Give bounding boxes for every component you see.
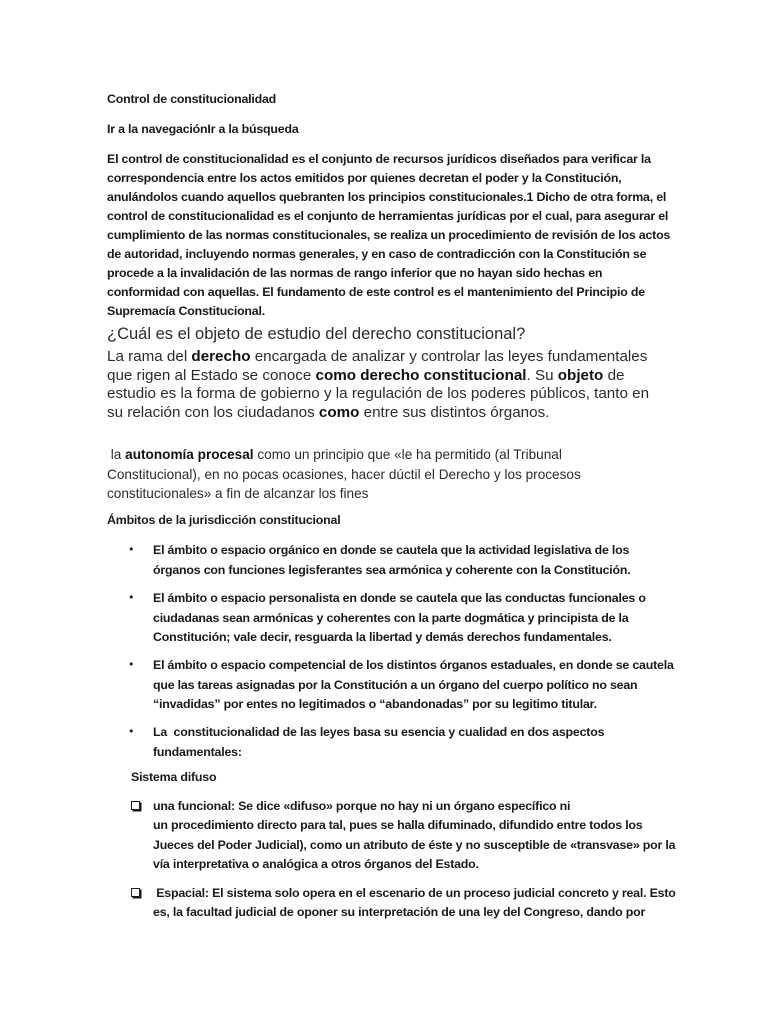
document-title: Control de constitucionalidad [107,92,277,106]
list-item: Espacial: El sistema solo opera en el escenario de un proceso judicial concreto y real. Esto es, la facultad judicial de oponer su interpretación de una ley del Congreso, dando por [153,886,676,920]
subheading-sistema-difuso: Sistema difuso [131,770,217,784]
question-heading: ¿Cuál es el objeto de estudio del derecho constitucional? [107,325,526,343]
highlight-autonomia-procesal: autonomía procesal [125,447,254,462]
autonomy-line: constitucionales» a fin de alcanzar los fines [107,486,369,501]
checkbox-square-icon [131,888,140,897]
section-heading: Ámbitos de la jurisdicción constitucional [107,513,341,527]
intro-line: Supremacía Constitucional. [107,304,265,318]
intro-line: conformidad con aquellas. El fundamento de este control es el mantenimiento del Principio de [107,285,645,299]
answer-line: estudio es la forma de gobierno y la regulación de los poderes públicos, tanto en [107,385,650,402]
bullet-icon: • [128,658,135,671]
answer-line: su relación con los ciudadanos como entre sus distintos órganos. [107,403,550,421]
autonomy-line: Constitucional), en no pocas ocasiones, hacer dúctil el Derecho y los procesos [107,466,581,482]
highlight-como-derecho-constitucional: como derecho constitucional [315,366,527,384]
intro-line: control de constitucionalidad es el conjunto de herramientas jurídicas por el cual, para asegurar el [107,209,669,223]
intro-line: de autoridad, incluyendo normas generales, y en caso de contradicción con la Constitución se [107,247,647,261]
bullet-icon: • [128,543,135,556]
list-item: una funcional: Se dice «difuso» porque no hay ni un órgano específico ni un procedimiento directo para tal, pues se halla difuminado, difundido entre todos los Jueces del Poder Judicial), como un atributo de éste y no susceptible de «transvase» por la vía interpretativa o analógica a otros órganos del Estado. [153,799,676,872]
intro-line: correspondencia entre los actos emitidos por quienes decretan el poder y la Constitución, [107,171,622,185]
autonomy-line: la autonomía procesal como un principio que «le ha permitido (al Tribunal [107,447,562,462]
list-item: La constitucionalidad de las leyes basa su esencia y cualidad en dos aspectos fundamentales: [153,725,605,759]
answer-line: que rigen al Estado se conoce como derecho constitucional. Su objeto de [107,366,625,384]
bullet-icon: • [128,725,135,738]
highlight-como: como [318,403,360,421]
intro-line: cumplimiento de las normas constitucionales, se realiza un procedimiento de revisión de los actos [107,228,671,242]
answer-paragraph [107,348,649,422]
intro-paragraph [107,150,671,321]
intro-line: anulándolos cuando aquellos quebranten los principios constitucionales.1 Dicho de otra forma, el [107,190,667,204]
list-item: El ámbito o espacio competencial de los distintos órganos estaduales, en donde se cautela que las tareas asignadas por la Constitución a un órgano del cuerpo político no sean “invadidas” por entes no legitimados o “abandonadas” por su legitimo titular. [153,658,674,712]
list-item: El ámbito o espacio orgánico en donde se cautela que la actividad legislativa de los órganos con funciones legisferantes sea armónica y coherente con la Constitución. [153,543,631,577]
highlight-derecho: derecho [191,348,251,365]
intro-line: El control de constitucionalidad es el conjunto de recursos jurídicos diseñados para verificar la [107,152,651,166]
checkbox-square-icon [131,801,140,810]
autonomy-paragraph [107,445,581,504]
navigation-line: Ir a la navegaciónIr a la búsqueda [107,122,299,136]
list-item: El ámbito o espacio personalista en donde se cautela que las conductas funcionales o ciudadanas sean armónicas y coherentes con la parte dogmática y principista de la Constitución; vale decir, resguarda la libertad y demás derechos fundamentales. [153,591,646,645]
intro-line: procede a la invalidación de las normas de rango inferior que no hayan sido hechas en [107,266,603,280]
bullet-icon: • [128,591,135,604]
highlight-objeto: objeto [557,366,604,384]
answer-line: La rama del derecho encargada de analizar y controlar las leyes fundamentales [107,348,648,365]
